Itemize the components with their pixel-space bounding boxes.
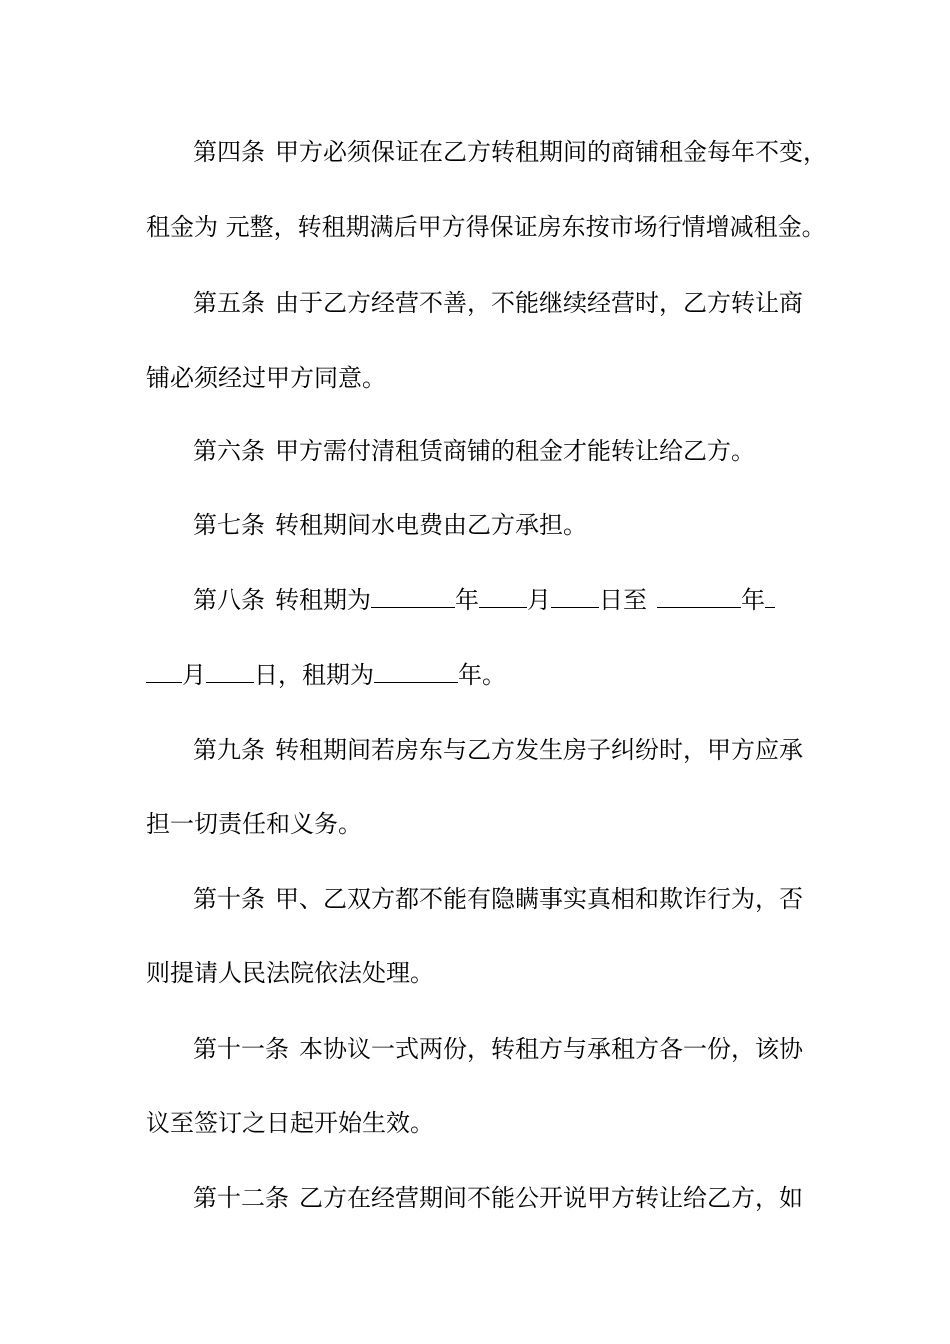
- article-4-line-1: [193, 137, 893, 167]
- article-text: 转租期间水电费由乙方承担。: [275, 511, 587, 539]
- article-text: 本协议一式两份，转租方与承租方各一份，该协: [299, 1035, 803, 1063]
- article-number: 第十二条: [193, 1184, 289, 1212]
- term-years-blank: [374, 660, 458, 683]
- article-text: 甲方必须保证在乙方转租期间的商铺租金每年不变，: [275, 138, 827, 166]
- article-9-line-2: 担一切责任和义务。: [146, 810, 362, 838]
- article-8-line-1: 第八条 转租期为 年 月 日至 年: [193, 585, 893, 615]
- article-5-line-1: [193, 288, 893, 318]
- article-12-line-1: [193, 1183, 893, 1213]
- article-text: 甲方需付清租赁商铺的租金才能转让给乙方。: [275, 437, 755, 465]
- month-blank: [479, 585, 527, 608]
- day-blank: [206, 660, 254, 683]
- article-number: 第七条: [193, 511, 265, 539]
- article-9-line-1: [193, 735, 893, 765]
- article-10-line-1: [193, 884, 893, 914]
- article-11-line-1: [193, 1034, 893, 1064]
- article-number: 第五条: [193, 289, 265, 317]
- month-blank-start: [765, 585, 775, 608]
- article-number: 第八条: [193, 586, 265, 614]
- article-5-line-2: 铺必须经过甲方同意。: [146, 364, 386, 392]
- article-8-line-2: 月 日，租期为 年。: [146, 660, 846, 690]
- year-blank: [371, 585, 455, 608]
- article-text: 转租期间若房东与乙方发生房子纠纷时，甲方应承: [275, 736, 803, 764]
- article-text: 由于乙方经营不善，不能继续经营时，乙方转让商: [275, 289, 803, 317]
- article-text: 乙方在经营期间不能公开说甲方转让给乙方，如: [299, 1184, 803, 1212]
- article-6-line-1: [193, 436, 893, 466]
- article-11-line-2: 议至签订之日起开始生效。: [146, 1109, 434, 1137]
- month-blank-end: [146, 660, 182, 683]
- article-4-line-2: 租金为 元整，转租期满后甲方得保证房东按市场行情增减租金。: [146, 213, 826, 241]
- day-blank: [551, 585, 599, 608]
- article-number: 第十一条: [193, 1035, 289, 1063]
- article-number: 第六条: [193, 437, 265, 465]
- article-10-line-2: 则提请人民法院依法处理。: [146, 959, 434, 987]
- article-number: 第九条: [193, 736, 265, 764]
- year-blank: [657, 585, 741, 608]
- article-number: 第十条: [193, 885, 265, 913]
- article-7-line-1: [193, 510, 893, 540]
- article-number: 第四条: [193, 138, 265, 166]
- article-text: 甲、乙双方都不能有隐瞒事实真相和欺诈行为，否: [275, 885, 803, 913]
